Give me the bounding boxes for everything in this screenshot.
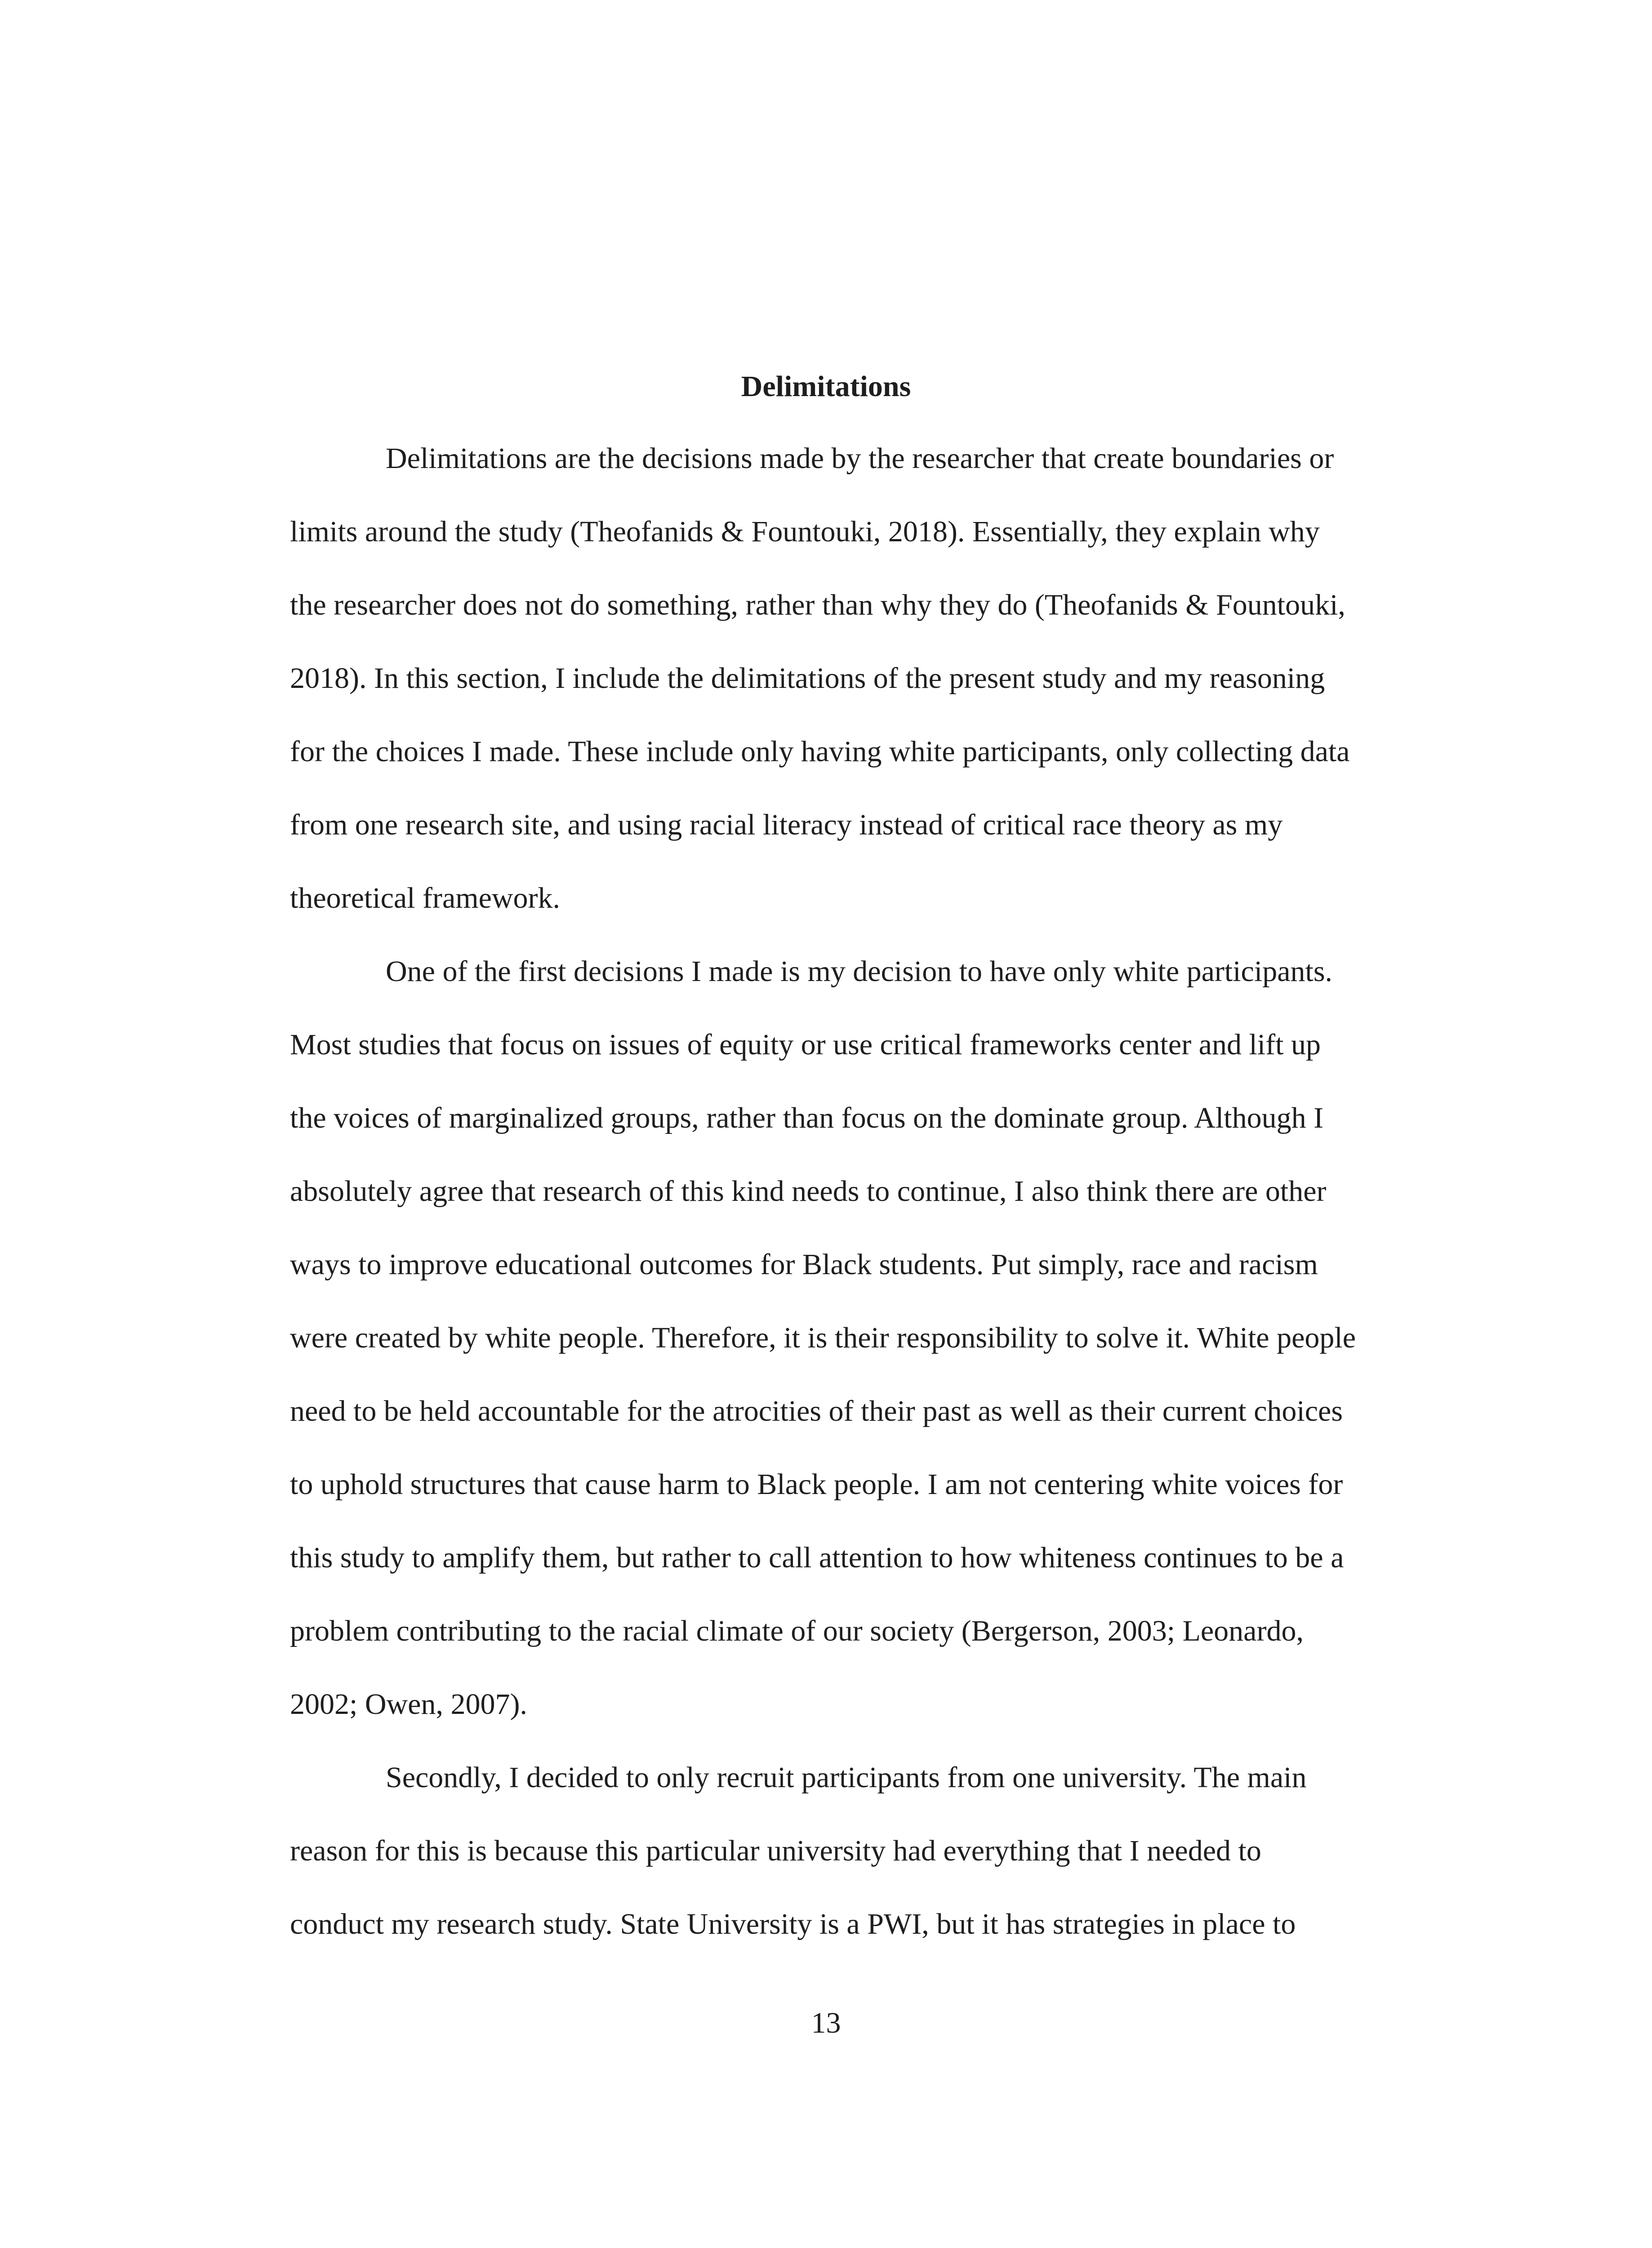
- section-heading: Delimitations: [741, 370, 911, 403]
- paragraph-line: Delimitations are the decisions made by the researcher that create boundaries or: [386, 442, 1334, 475]
- paragraph-line: conduct my research study. State University is a PWI, but it has strategies in place to: [290, 1908, 1296, 1940]
- paragraph-line: Secondly, I decided to only recruit participants from one university. The main: [386, 1761, 1307, 1794]
- page-number: 13: [811, 2007, 841, 2039]
- paragraph-line: ways to improve educational outcomes for Black students. Put simply, race and racism: [290, 1248, 1318, 1281]
- paragraph-line: One of the first decisions I made is my decision to have only white participants.: [386, 955, 1333, 988]
- paragraph-line: this study to amplify them, but rather to call attention to how whiteness continues to be a: [290, 1541, 1344, 1574]
- paragraph-line: need to be held accountable for the atrocities of their past as well as their current choices: [290, 1395, 1343, 1427]
- paragraph-line: 2018). In this section, I include the delimitations of the present study and my reasoning: [290, 662, 1325, 695]
- paragraph-line: absolutely agree that research of this kind needs to continue, I also think there are other: [290, 1175, 1327, 1208]
- paragraph-line: the researcher does not do something, rather than why they do (Theofanids & Fountouki,: [290, 589, 1345, 621]
- paragraph-line: limits around the study (Theofanids & Fountouki, 2018). Essentially, they explain why: [290, 515, 1320, 548]
- paragraph-line: 2002; Owen, 2007).: [290, 1688, 527, 1721]
- paragraph-line: reason for this is because this particular university had everything that I needed to: [290, 1834, 1261, 1867]
- paragraph-line: problem contributing to the racial climate of our society (Bergerson, 2003; Leonardo,: [290, 1615, 1304, 1647]
- paragraph-line: were created by white people. Therefore, it is their responsibility to solve it. White people: [290, 1321, 1356, 1354]
- paragraph-line: theoretical framework.: [290, 882, 561, 914]
- paragraph-line: the voices of marginalized groups, rather than focus on the dominate group. Although I: [290, 1102, 1324, 1134]
- paragraph-line: for the choices I made. These include only having white participants, only collecting data: [290, 735, 1350, 768]
- paragraph-line: from one research site, and using racial literacy instead of critical race theory as my: [290, 808, 1283, 841]
- paragraph-line: Most studies that focus on issues of equity or use critical frameworks center and lift up: [290, 1028, 1321, 1061]
- paragraph-line: to uphold structures that cause harm to Black people. I am not centering white voices for: [290, 1468, 1343, 1501]
